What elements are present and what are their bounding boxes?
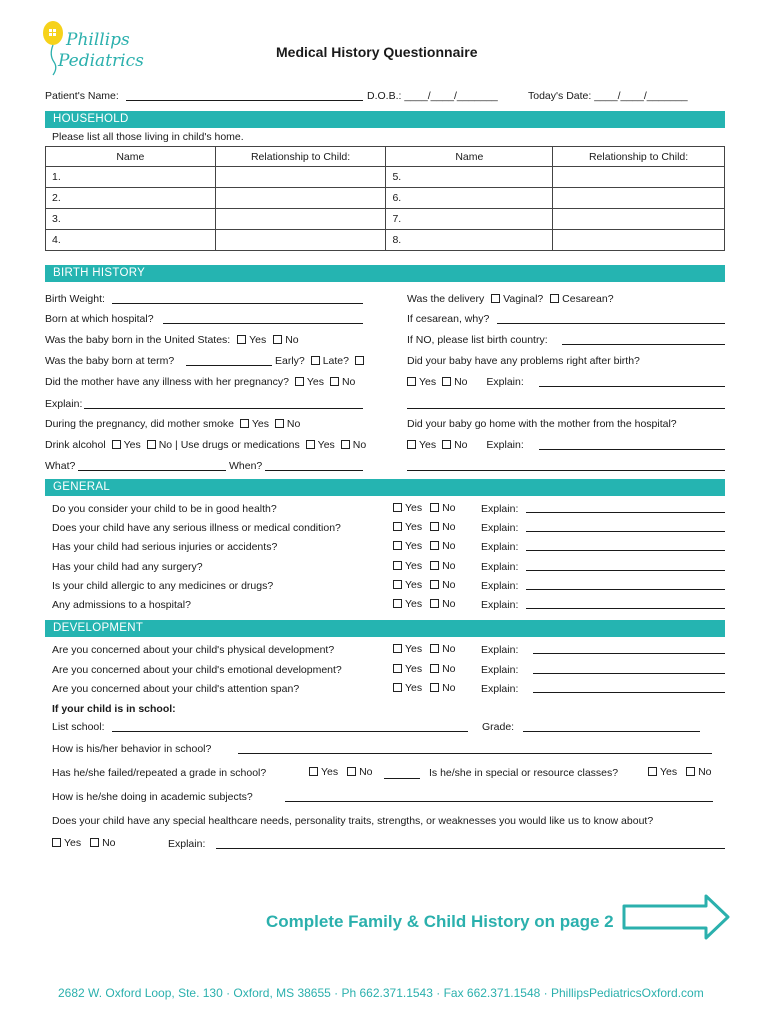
birth-country-field[interactable] bbox=[562, 344, 725, 345]
early-checkbox[interactable] bbox=[311, 356, 320, 365]
development-no-checkbox[interactable] bbox=[430, 664, 439, 673]
general-header: GENERAL bbox=[45, 479, 725, 496]
school-field[interactable] bbox=[112, 731, 468, 732]
failed-no-checkbox[interactable] bbox=[347, 767, 356, 776]
development-explain-field[interactable] bbox=[533, 692, 725, 693]
dob-label[interactable]: D.O.B.: ____/____/_______ bbox=[367, 90, 498, 102]
illness-explain-label: Explain: bbox=[45, 398, 83, 410]
development-explain-label: Explain: bbox=[481, 644, 519, 656]
general-answer: Yes No bbox=[393, 521, 456, 533]
general-explain-label: Explain: bbox=[481, 503, 519, 515]
what-label: What? bbox=[45, 460, 76, 472]
when-label: When? bbox=[229, 460, 263, 472]
special-needs-explain-label: Explain: bbox=[168, 838, 206, 850]
relationship-cell[interactable] bbox=[215, 167, 386, 188]
name-cell[interactable]: 3. bbox=[46, 209, 216, 230]
special-classes-yes-checkbox[interactable] bbox=[648, 767, 657, 776]
general-question: Does your child have any serious illness or medical condition? bbox=[52, 522, 341, 535]
column-header: Relationship to Child: bbox=[215, 147, 386, 167]
development-yes-checkbox[interactable] bbox=[393, 664, 402, 673]
general-no-checkbox[interactable] bbox=[430, 503, 439, 512]
table-row bbox=[46, 167, 725, 188]
development-question: Are you concerned about your child's physical development? bbox=[52, 644, 335, 656]
what-field[interactable] bbox=[78, 470, 226, 471]
illness-no-checkbox[interactable] bbox=[330, 377, 339, 386]
logo-line2: Pediatrics bbox=[58, 51, 144, 71]
relationship-cell[interactable] bbox=[553, 209, 725, 230]
problems-yes-checkbox[interactable] bbox=[407, 377, 416, 386]
development-yes-checkbox[interactable] bbox=[393, 644, 402, 653]
development-explain-label: Explain: bbox=[481, 663, 519, 676]
development-answer: Yes No bbox=[393, 682, 456, 694]
column-header: Name bbox=[46, 147, 216, 167]
behavior-label: How is his/her behavior in school? bbox=[52, 743, 212, 755]
general-answer: Yes No bbox=[393, 502, 456, 514]
logo-line1: Phillips bbox=[66, 30, 130, 50]
born-us-no-checkbox[interactable] bbox=[273, 335, 282, 344]
general-answer: Yes No bbox=[393, 579, 456, 591]
special-classes-no-checkbox[interactable] bbox=[686, 767, 695, 776]
special-classes-answer: Yes No bbox=[648, 766, 712, 778]
if-no-label: If NO, please list birth country: bbox=[407, 334, 548, 346]
development-explain-field[interactable] bbox=[533, 673, 725, 674]
development-no-checkbox[interactable] bbox=[430, 644, 439, 653]
smoke-no-checkbox[interactable] bbox=[275, 419, 284, 428]
general-question: Do you consider your child to be in good health? bbox=[52, 503, 277, 515]
smoke-question: During the pregnancy, did mother smoke Yes No bbox=[45, 418, 301, 430]
name-cell[interactable]: 6. bbox=[386, 188, 553, 209]
general-answer: Yes No bbox=[393, 560, 456, 572]
early-late-options: Early? Late? bbox=[275, 355, 367, 367]
general-no-checkbox[interactable] bbox=[430, 522, 439, 531]
relationship-cell[interactable] bbox=[553, 230, 725, 251]
general-question: Has your child had serious injuries or accidents? bbox=[52, 541, 278, 554]
patient-name-label: Patient's Name: bbox=[45, 90, 119, 102]
general-yes-checkbox[interactable] bbox=[393, 503, 402, 512]
birth-weight-label: Birth Weight: bbox=[45, 293, 105, 305]
academic-label: How is he/she doing in academic subjects? bbox=[52, 791, 253, 803]
special-classes-question: Is he/she in special or resource classes? bbox=[429, 767, 619, 779]
smoke-yes-checkbox[interactable] bbox=[240, 419, 249, 428]
general-explain-label: Explain: bbox=[481, 522, 519, 535]
development-answer: Yes No bbox=[393, 663, 456, 675]
general-question: Has your child had any surgery? bbox=[52, 560, 203, 573]
born-us-yes-checkbox[interactable] bbox=[237, 335, 246, 344]
table-row bbox=[46, 188, 725, 209]
delivery-question: Was the delivery Vaginal? Cesarean? bbox=[407, 293, 614, 305]
name-cell[interactable]: 2. bbox=[46, 188, 216, 209]
general-explain-field[interactable] bbox=[526, 589, 725, 590]
general-no-checkbox[interactable] bbox=[430, 580, 439, 589]
general-explain-field[interactable] bbox=[526, 531, 725, 532]
household-table bbox=[45, 146, 725, 251]
general-question: Is your child allergic to any medicines or drugs? bbox=[52, 579, 274, 592]
special-needs-question: Does your child have any special healthcare needs, personality traits, strengths, or weaknesses you would like us to know about? bbox=[52, 815, 654, 827]
development-question: Are you concerned about your child's attention span? bbox=[52, 683, 300, 695]
footer-address: 2682 W. Oxford Loop, Ste. 130 · Oxford, MS 38655 · Ph 662.371.1543 · Fax 662.371.1548 · PhillipsPediatricsOxford.com bbox=[58, 986, 704, 1000]
alcohol-yes-checkbox[interactable] bbox=[112, 440, 121, 449]
name-cell[interactable]: 8. bbox=[386, 230, 553, 251]
general-no-checkbox[interactable] bbox=[430, 599, 439, 608]
failed-grade-field[interactable] bbox=[384, 778, 420, 779]
patient-name-field[interactable] bbox=[126, 100, 363, 101]
if-cesarean-label: If cesarean, why? bbox=[407, 313, 490, 325]
development-yes-checkbox[interactable] bbox=[393, 683, 402, 692]
failed-grade-answer: Yes No bbox=[309, 766, 373, 778]
in-school-label: If your child is in school: bbox=[52, 703, 176, 715]
born-term-field[interactable] bbox=[186, 365, 272, 366]
general-yes-checkbox[interactable] bbox=[393, 561, 402, 570]
failed-grade-question: Has he/she failed/repeated a grade in school? bbox=[52, 767, 267, 779]
illness-yes-checkbox[interactable] bbox=[295, 377, 304, 386]
household-header: HOUSEHOLD bbox=[45, 111, 725, 128]
born-hospital-label: Born at which hospital? bbox=[45, 313, 154, 325]
development-header: DEVELOPMENT bbox=[45, 620, 725, 637]
born-term-label: Was the baby born at term? bbox=[45, 355, 175, 367]
alcohol-drugs-question: Drink alcohol Yes No | Use drugs or medications Yes No bbox=[45, 439, 367, 451]
relationship-cell[interactable] bbox=[553, 167, 725, 188]
column-header: Name bbox=[386, 147, 553, 167]
name-cell[interactable]: 5. bbox=[386, 167, 553, 188]
development-explain-field[interactable] bbox=[533, 653, 725, 654]
when-field[interactable] bbox=[265, 470, 363, 471]
general-explain-field[interactable] bbox=[526, 608, 725, 609]
born-hospital-field[interactable] bbox=[163, 323, 363, 324]
go-home-question: Did your baby go home with the mother from the hospital? bbox=[407, 418, 677, 430]
general-answer: Yes No bbox=[393, 598, 456, 610]
special-needs-no-checkbox[interactable] bbox=[90, 838, 99, 847]
problems-question: Did your baby have any problems right after birth? bbox=[407, 355, 640, 367]
development-explain-label: Explain: bbox=[481, 683, 519, 695]
relationship-cell[interactable] bbox=[215, 209, 386, 230]
go-home-explain-field[interactable] bbox=[539, 449, 725, 450]
general-explain-field[interactable] bbox=[526, 570, 725, 571]
name-cell[interactable]: 7. bbox=[386, 209, 553, 230]
name-cell[interactable]: 4. bbox=[46, 230, 216, 251]
cesarean-reason-field[interactable] bbox=[497, 323, 725, 324]
general-yes-checkbox[interactable] bbox=[393, 522, 402, 531]
failed-yes-checkbox[interactable] bbox=[309, 767, 318, 776]
behavior-field[interactable] bbox=[238, 753, 712, 754]
birth-weight-field[interactable] bbox=[112, 303, 363, 304]
general-explain-label: Explain: bbox=[481, 560, 519, 573]
household-instructions: Please list all those living in child's home. bbox=[52, 131, 244, 143]
go-home-explain-field-2[interactable] bbox=[407, 470, 725, 471]
table-row bbox=[46, 209, 725, 230]
development-no-checkbox[interactable] bbox=[430, 683, 439, 692]
general-explain-label: Explain: bbox=[481, 599, 519, 611]
continue-message: Complete Family & Child History on page 2 bbox=[266, 912, 614, 931]
general-explain-label: Explain: bbox=[481, 541, 519, 554]
problems-explain-field[interactable] bbox=[539, 386, 725, 387]
name-cell[interactable]: 1. bbox=[46, 167, 216, 188]
general-yes-checkbox[interactable] bbox=[393, 541, 402, 550]
academic-field[interactable] bbox=[285, 801, 713, 802]
page-title: Medical History Questionnaire bbox=[276, 44, 478, 60]
general-question: Any admissions to a hospital? bbox=[52, 599, 191, 611]
go-home-answer: Yes No Explain: bbox=[407, 439, 524, 451]
general-yes-checkbox[interactable] bbox=[393, 599, 402, 608]
special-needs-yes-checkbox[interactable] bbox=[52, 838, 61, 847]
general-answer: Yes No bbox=[393, 540, 456, 552]
list-school-label: List school: bbox=[52, 721, 105, 733]
problems-explain-field-2[interactable] bbox=[407, 408, 725, 409]
drugs-yes-checkbox[interactable] bbox=[306, 440, 315, 449]
problems-no-checkbox[interactable] bbox=[442, 377, 451, 386]
cesarean-checkbox[interactable] bbox=[550, 294, 559, 303]
go-home-no-checkbox[interactable] bbox=[442, 440, 451, 449]
drugs-no-checkbox[interactable] bbox=[341, 440, 350, 449]
development-question: Are you concerned about your child's emotional development? bbox=[52, 663, 342, 676]
development-answer: Yes No bbox=[393, 643, 456, 655]
general-explain-field[interactable] bbox=[526, 550, 725, 551]
grade-field[interactable] bbox=[523, 731, 700, 732]
relationship-cell[interactable] bbox=[553, 188, 725, 209]
illness-question: Did the mother have any illness with her pregnancy? Yes No bbox=[45, 376, 356, 388]
general-no-checkbox[interactable] bbox=[430, 561, 439, 570]
general-explain-label: Explain: bbox=[481, 579, 519, 592]
grade-label: Grade: bbox=[482, 721, 515, 733]
illness-explain-field[interactable] bbox=[84, 408, 363, 409]
go-home-yes-checkbox[interactable] bbox=[407, 440, 416, 449]
late-checkbox[interactable] bbox=[355, 356, 364, 365]
special-needs-answer: Yes No bbox=[52, 837, 116, 849]
vaginal-checkbox[interactable] bbox=[491, 294, 500, 303]
birth-history-header: BIRTH HISTORY bbox=[45, 265, 725, 282]
column-header: Relationship to Child: bbox=[553, 147, 725, 167]
relationship-cell[interactable] bbox=[215, 188, 386, 209]
general-explain-field[interactable] bbox=[526, 512, 725, 513]
problems-answer: Yes No Explain: bbox=[407, 376, 524, 388]
relationship-cell[interactable] bbox=[215, 230, 386, 251]
alcohol-no-checkbox[interactable] bbox=[147, 440, 156, 449]
general-yes-checkbox[interactable] bbox=[393, 580, 402, 589]
todays-date-label[interactable]: Today's Date: ____/____/_______ bbox=[528, 90, 688, 102]
born-us-question: Was the baby born in the United States: Yes No bbox=[45, 334, 299, 346]
arrow-right-icon bbox=[620, 893, 732, 943]
table-row bbox=[46, 230, 725, 251]
general-no-checkbox[interactable] bbox=[430, 541, 439, 550]
special-needs-explain-field[interactable] bbox=[216, 848, 725, 849]
